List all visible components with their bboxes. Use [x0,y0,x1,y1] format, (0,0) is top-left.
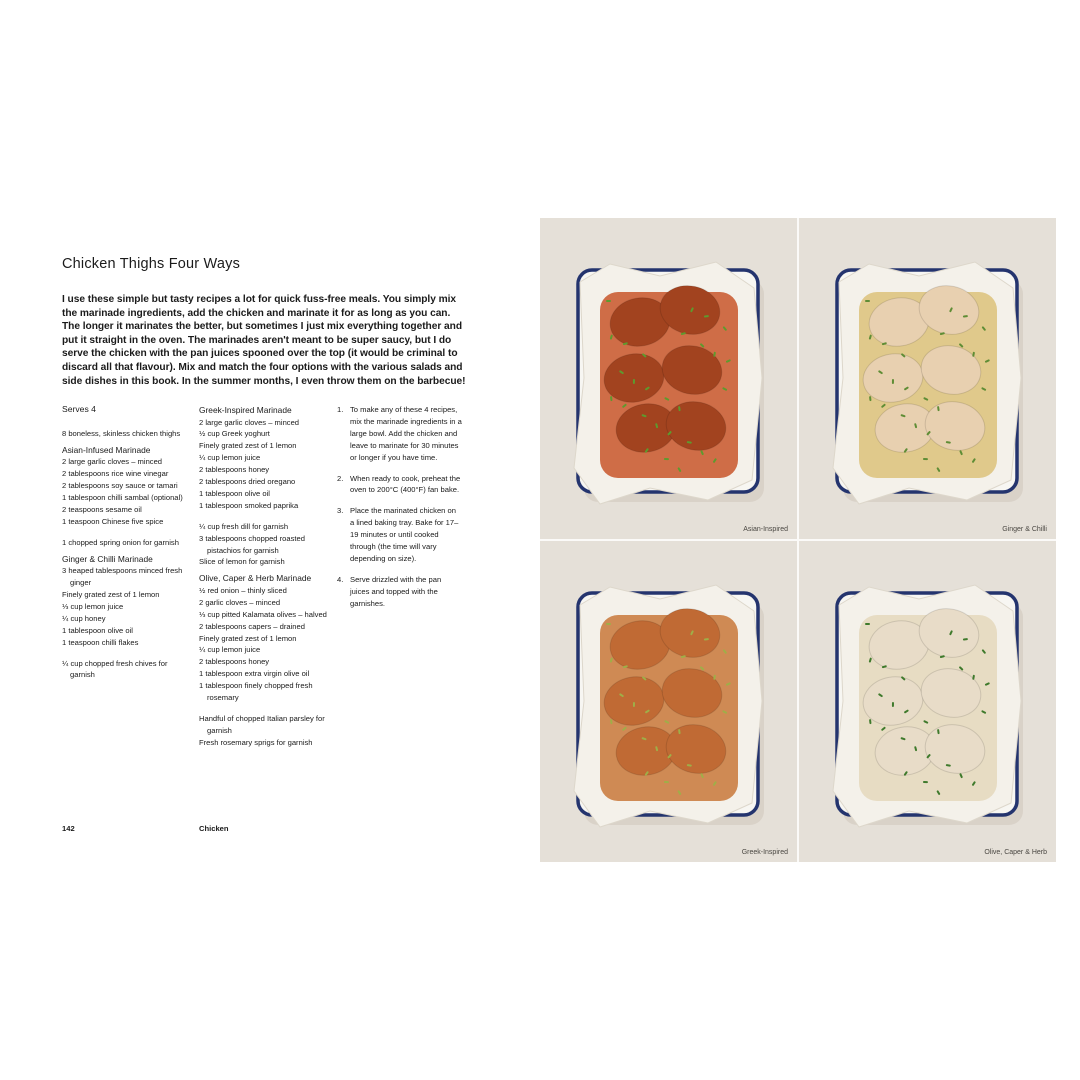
asian-marinade-heading: Asian-Infused Marinade [62,444,151,455]
greek-ingredients [199,417,329,512]
list-item: 2 tablespoons rice wine vinegar [62,469,169,479]
step-text: When ready to cook, preheat the oven to 200°C (400°F) fan bake. [350,473,461,495]
photo-asian-inspired [540,218,797,539]
ginger-garnish [62,658,190,682]
ginger-marinade-heading: Ginger & Chilli Marinade [62,553,153,564]
photo-olive-caper-herb [799,541,1056,862]
asian-garnish [62,537,190,549]
list-item: 3 tablespoons chopped roasted pistachios for garnish [199,533,305,555]
list-item: Finely grated zest of 1 lemon [199,441,297,451]
ginger-ingredients [62,565,190,648]
olive-garnish [199,713,329,749]
list-item: 1 tablespoon chilli sambal (optional) [62,493,183,503]
olive-ingredients [199,585,329,704]
list-item: 1 chopped spring onion for garnish [62,537,179,547]
baking-dish-image [540,218,797,539]
method-step [337,404,462,464]
list-item: 1 tablespoon olive oil [199,488,270,498]
base-ingredient-list [62,428,190,440]
recipe-title: Chicken Thighs Four Ways [62,256,241,272]
list-item: 2 large garlic cloves – minced [62,457,163,467]
section-name: Chicken [199,824,229,833]
list-item: 2 tablespoons honey [199,657,270,667]
list-item: ⅓ cup lemon juice [62,601,124,611]
method-step [337,574,462,610]
list-item: 1 tablespoon extra virgin olive oil [199,669,310,679]
list-item: ¼ cup honey [62,613,106,623]
list-item: ¼ cup lemon juice [199,453,261,463]
recipe-intro: I use these simple but tasty recipes a lot for quick fuss-free meals. You simply mix the marinade ingredients, add the chicken and marinate it for as long as you can. The longer it marinates the better, but sometimes I just mix everything together and put it straight in the oven. The marinades aren't meant to be super saucy, but I do serve the chicken with the pan juices spooned over the top (it would be criminal to discard all that flavour). Mix and match the four options with the various salads and side dishes in this book. In the summer months, I even throw them on the barbecue! [62,294,466,387]
baking-dish-image [799,218,1056,539]
list-item: 2 large garlic cloves – minced [199,417,300,427]
step-text: To make any of these 4 recipes, mix the marinade ingredients in a large bowl. Add the chicken and leave to marinate for 30 minutes or longer if you have time. [350,405,462,462]
method-column [337,404,462,619]
list-item: 1 tablespoon finely chopped fresh rosemary [199,681,313,703]
baking-dish-image [540,541,797,862]
list-item: 2 tablespoons dried oregano [199,477,296,487]
list-item: Slice of lemon for garnish [199,557,285,567]
list-item: Handful of chopped Italian parsley for garnish [199,713,325,735]
photo-caption: Olive, Caper & Herb [984,849,1047,856]
list-item: 1 teaspoon Chinese five spice [62,516,164,526]
step-number: 2. [337,473,344,483]
photo-caption: Greek-Inspired [741,849,788,856]
serves: Serves 4 [62,404,96,414]
photo-ginger-chilli [799,218,1056,539]
list-item: 2 garlic cloves – minced [199,597,281,607]
step-text: Serve drizzled with the pan juices and topped with the garnishes. [350,574,442,608]
list-item: ½ red onion – thinly sliced [199,585,287,595]
list-item: ⅓ cup pitted Kalamata olives – halved [199,609,327,619]
list-item: Finely grated zest of 1 lemon [199,633,297,643]
asian-ingredients [62,456,190,527]
list-item: 1 tablespoon olive oil [62,625,133,635]
list-item: 1 teaspoon chilli flakes [62,637,139,647]
ingredients-column-1 [62,404,190,681]
list-item: Fresh rosemary sprigs for garnish [199,737,313,747]
method-step [337,505,462,565]
photo-caption: Ginger & Chilli [1002,526,1047,533]
step-number: 3. [337,506,344,516]
greek-marinade-heading: Greek-Inspired Marinade [199,405,292,415]
photo-greek-inspired [540,541,797,862]
list-item: 1 tablespoon smoked paprika [199,500,299,510]
method-steps [337,404,462,610]
step-number: 1. [337,405,344,414]
olive-marinade-heading: Olive, Caper & Herb Marinade [199,573,312,584]
method-step [337,473,462,497]
photo-caption: Asian-Inspired [743,526,788,533]
list-item: ½ cup Greek yoghurt [199,429,270,439]
list-item: 2 tablespoons capers – drained [199,621,305,631]
list-item: Finely grated zest of 1 lemon [62,589,160,599]
list-item: ¼ cup fresh dill for garnish [199,521,289,531]
list-item: ¼ cup chopped fresh chives for garnish [62,658,168,680]
list-item: 2 tablespoons soy sauce or tamari [62,481,178,491]
page-number: 142 [62,824,75,833]
list-item: 3 heaped tablespoons minced fresh ginger [62,566,183,588]
step-text: Place the marinated chicken on a lined baking tray. Bake for 17–19 minutes or until cooked through (the time will vary depending on size). [350,506,459,563]
list-item: 2 tablespoons honey [199,465,270,475]
list-item: ¼ cup lemon juice [199,645,261,655]
photo-grid [540,218,1056,862]
step-number: 4. [337,574,344,584]
greek-garnish [199,521,329,569]
ingredients-column-2 [199,404,329,749]
list-item: 2 teaspoons sesame oil [62,504,142,514]
base-ingredient: 8 boneless, skinless chicken thighs [62,428,181,438]
baking-dish-image [799,541,1056,862]
